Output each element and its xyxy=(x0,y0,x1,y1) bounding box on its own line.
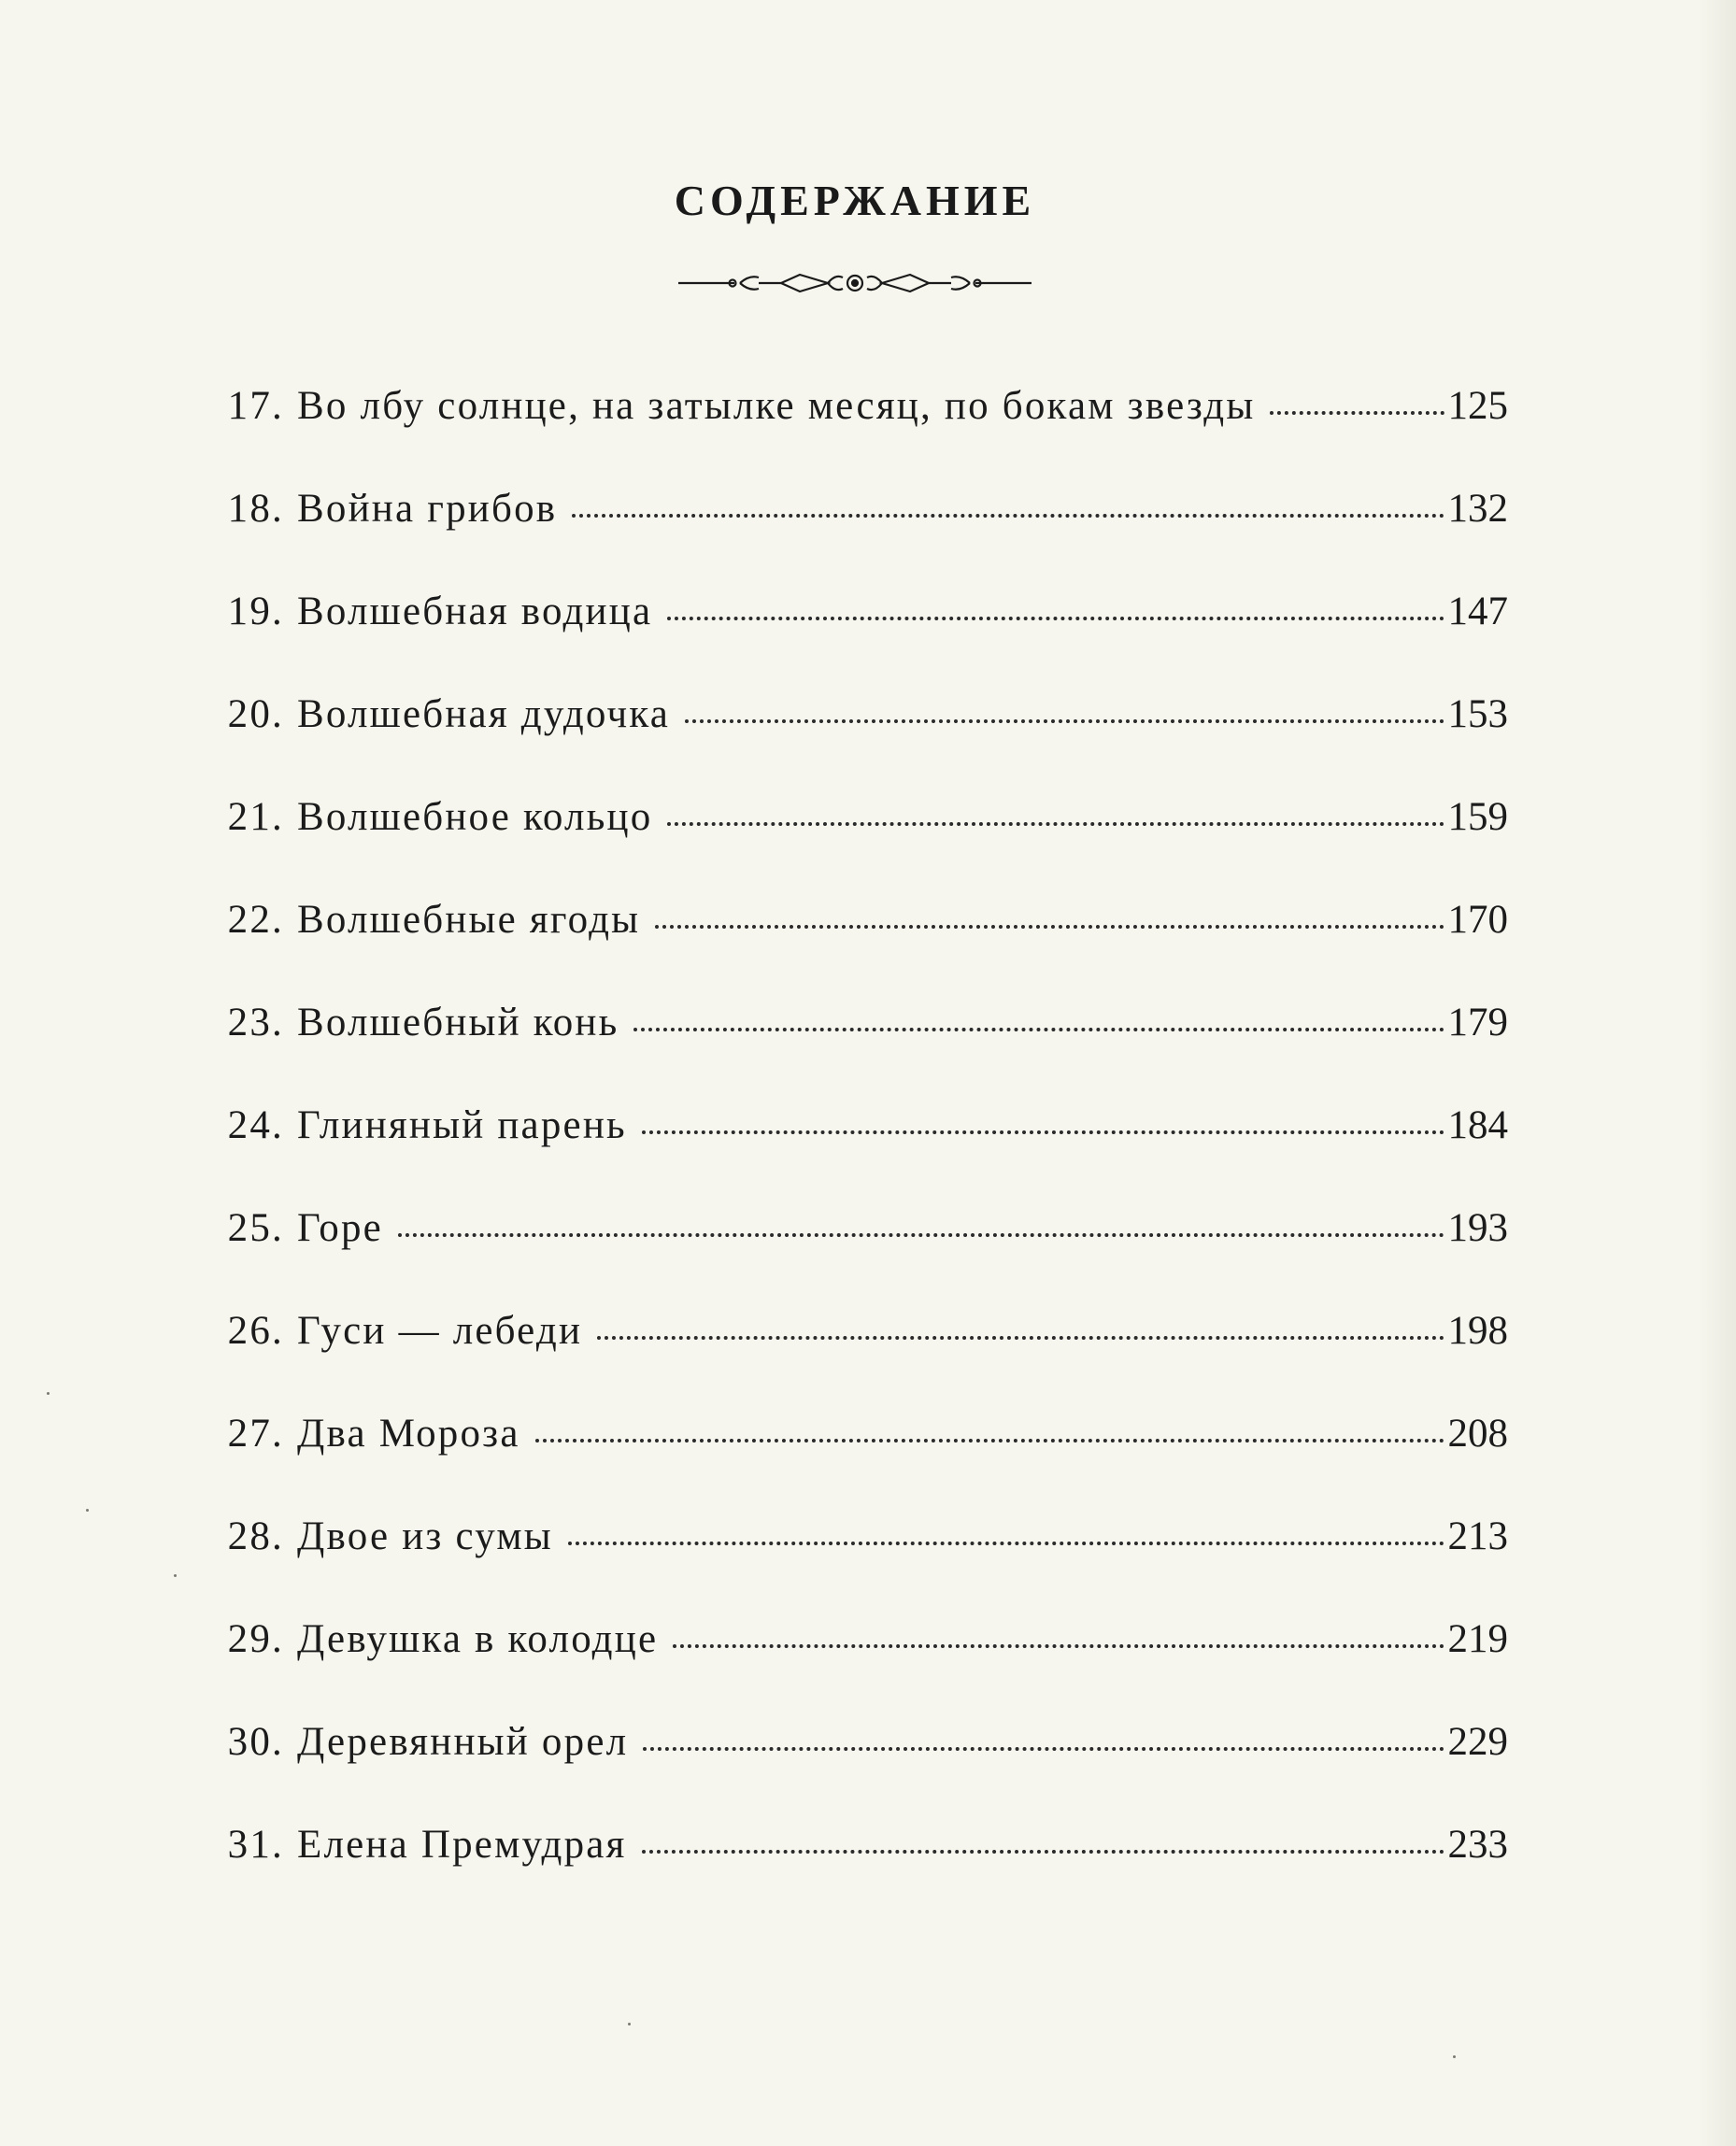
toc-entry[interactable] xyxy=(209,1719,1508,1822)
entry-number: 25. xyxy=(227,1206,284,1250)
entry-number: 24. xyxy=(227,1103,284,1147)
toc-entry[interactable] xyxy=(209,691,1508,794)
entry-number: 17. xyxy=(227,384,284,428)
paper-speck xyxy=(174,1574,177,1577)
toc-entry[interactable] xyxy=(209,1102,1508,1205)
toc-entry[interactable] xyxy=(209,1514,1508,1616)
ornament-icon xyxy=(678,264,1032,302)
toc-entry[interactable] xyxy=(209,589,1508,691)
toc-entry[interactable] xyxy=(209,1411,1508,1514)
dot-leader xyxy=(597,1336,1444,1340)
paper-speck xyxy=(86,1509,89,1512)
entry-title: Два Мороза xyxy=(297,1412,520,1456)
dot-leader xyxy=(673,1644,1444,1648)
entry-number: 27. xyxy=(227,1412,284,1456)
dot-leader xyxy=(633,1028,1444,1031)
entry-title: Волшебный конь xyxy=(297,1001,619,1045)
entry-number: 26. xyxy=(227,1309,284,1353)
entry-page: 219 xyxy=(1447,1617,1508,1661)
entry-title: Волшебная дудочка xyxy=(297,692,671,736)
entry-number: 31. xyxy=(227,1823,284,1867)
entry-number: 20. xyxy=(227,692,284,736)
entry-title: Во лбу солнце, на затылке месяц, по бокам звезды xyxy=(297,384,1256,428)
entry-page: 229 xyxy=(1447,1720,1508,1764)
toc-entry[interactable] xyxy=(209,1205,1508,1308)
toc-entry[interactable] xyxy=(209,794,1508,897)
toc-entry[interactable] xyxy=(209,1000,1508,1102)
entry-title: Горе xyxy=(297,1206,383,1250)
dot-leader xyxy=(642,1130,1444,1134)
entry-page: 233 xyxy=(1447,1823,1508,1867)
dot-leader xyxy=(685,719,1444,723)
dot-leader xyxy=(642,1850,1444,1854)
entry-title: Волшебные ягоды xyxy=(297,898,641,942)
entry-page: 184 xyxy=(1447,1103,1508,1147)
entry-title: Девушка в колодце xyxy=(297,1617,659,1661)
entry-title: Волшебная водица xyxy=(297,590,653,633)
table-of-contents xyxy=(209,383,1508,1925)
paper-speck xyxy=(628,2023,631,2025)
entry-title: Гуси — лебеди xyxy=(297,1309,583,1353)
entry-title: Волшебное кольцо xyxy=(297,795,653,839)
toc-entry[interactable] xyxy=(209,1616,1508,1719)
entry-page: 179 xyxy=(1447,1001,1508,1045)
entry-number: 19. xyxy=(227,590,284,633)
entry-page: 125 xyxy=(1447,384,1508,428)
entry-number: 22. xyxy=(227,898,284,942)
entry-title: Двое из сумы xyxy=(297,1514,553,1558)
entry-title: Деревянный орел xyxy=(297,1720,629,1764)
entry-page: 159 xyxy=(1447,795,1508,839)
paper-speck xyxy=(47,1392,50,1395)
entry-title: Глиняный парень xyxy=(297,1103,627,1147)
dot-leader xyxy=(568,1542,1444,1545)
entry-page: 170 xyxy=(1447,898,1508,942)
toc-entry[interactable] xyxy=(209,383,1508,486)
entry-number: 23. xyxy=(227,1001,284,1045)
toc-entry[interactable] xyxy=(209,1308,1508,1411)
entry-page: 153 xyxy=(1447,692,1508,736)
entry-number: 18. xyxy=(227,487,284,531)
entry-number: 21. xyxy=(227,795,284,839)
dot-leader xyxy=(398,1233,1444,1237)
entry-title: Елена Премудрая xyxy=(297,1823,627,1867)
entry-page: 198 xyxy=(1447,1309,1508,1353)
dot-leader xyxy=(655,925,1444,929)
entry-page: 213 xyxy=(1447,1514,1508,1558)
entry-page: 132 xyxy=(1447,487,1508,531)
dot-leader xyxy=(572,514,1444,518)
dot-leader xyxy=(667,617,1444,620)
page-edge-shadow xyxy=(1699,0,1736,2146)
entry-number: 29. xyxy=(227,1617,284,1661)
entry-number: 28. xyxy=(227,1514,284,1558)
paper-speck xyxy=(1453,2055,1456,2058)
entry-page: 208 xyxy=(1447,1412,1508,1456)
dot-leader xyxy=(643,1747,1444,1751)
dot-leader xyxy=(1270,411,1444,415)
dot-leader xyxy=(535,1439,1444,1443)
entry-number: 30. xyxy=(227,1720,284,1764)
toc-entry[interactable] xyxy=(209,897,1508,1000)
dot-leader xyxy=(667,822,1444,826)
toc-entry[interactable] xyxy=(209,1822,1508,1925)
entry-page: 193 xyxy=(1447,1206,1508,1250)
entry-page: 147 xyxy=(1447,590,1508,633)
toc-entry[interactable] xyxy=(209,486,1508,589)
page-title: СОДЕРЖАНИЕ xyxy=(674,177,1036,224)
entry-title: Война грибов xyxy=(297,487,558,531)
